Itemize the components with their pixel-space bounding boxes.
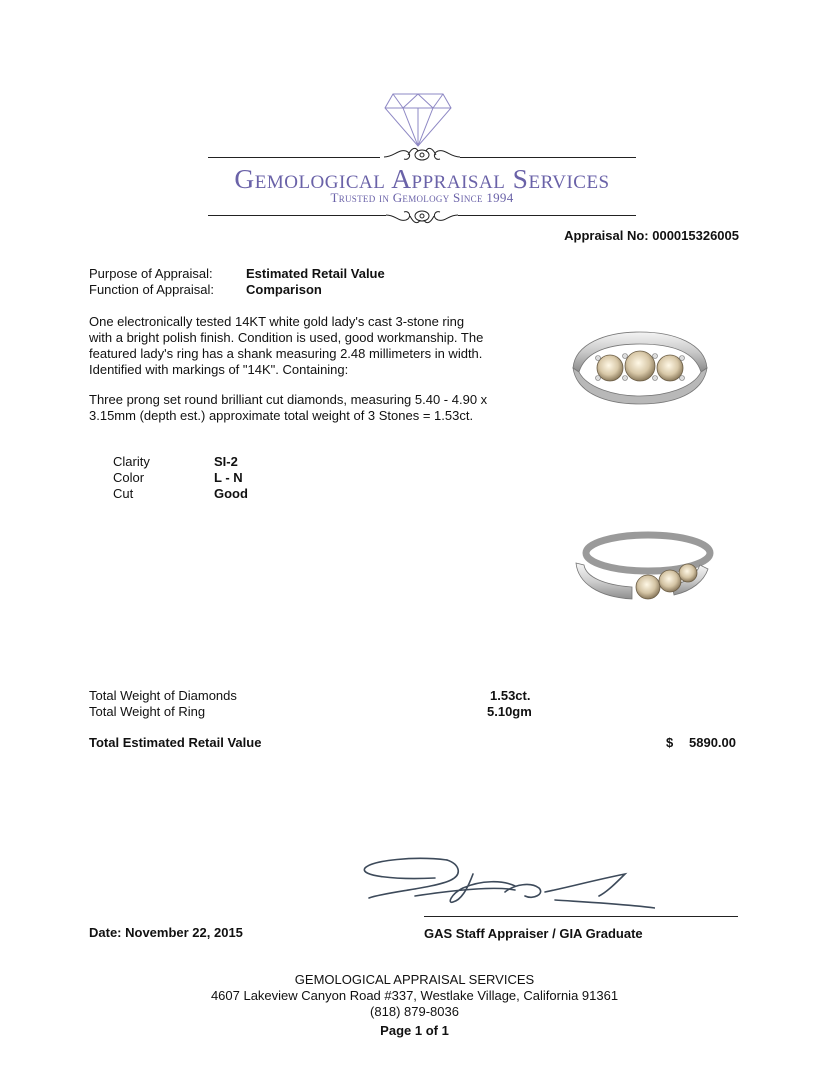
signer-title: GAS Staff Appraiser / GIA Graduate (424, 926, 643, 941)
total-weight-diamonds-value: 1.53ct. (490, 688, 531, 703)
header-rule (208, 157, 380, 158)
ring-photo-side (570, 525, 715, 625)
diamond-logo-icon (383, 90, 453, 150)
total-retail-label: Total Estimated Retail Value (89, 735, 262, 750)
total-weight-ring-label: Total Weight of Ring (89, 704, 206, 719)
scroll-ornament-icon (384, 204, 460, 228)
spec-value-cut: Good (214, 486, 248, 501)
appraisal-date: Date: November 22, 2015 (89, 925, 243, 940)
company-tagline: Trusted in Gemology Since 1994 (330, 190, 514, 205)
function-value: Comparison (246, 282, 322, 297)
footer-phone: (818) 879-8036 (370, 1004, 459, 1019)
page-number: Page 1 of 1 (380, 1023, 449, 1038)
footer-company: GEMOLOGICAL APPRAISAL SERVICES (294, 972, 535, 987)
signature-line (424, 916, 738, 917)
function-label: Function of Appraisal: (89, 282, 215, 297)
item-description: One electronically tested 14KT white gold lady's cast 3-stone ring with a bright polish finish. Condition is used, good workmanship. The featured lady's ring has a shank measuring 2.48 millimeters in width. Identified with markings of "14K". Containing: (89, 314, 484, 377)
purpose-value: Estimated Retail Value (246, 266, 385, 281)
spec-label-color: Color (113, 470, 145, 485)
spec-value-color: L - N (214, 470, 243, 485)
company-name: Gemological Appraisal Services (234, 163, 610, 194)
spec-value-clarity: SI-2 (214, 454, 238, 469)
purpose-label: Purpose of Appraisal: (89, 266, 213, 281)
spec-label-cut: Cut (113, 486, 134, 501)
footer-address: 4607 Lakeview Canyon Road #337, Westlake Village, California 91361 (210, 988, 619, 1003)
header-rule (458, 215, 636, 216)
header-rule (460, 157, 636, 158)
header-rule (208, 215, 386, 216)
stones-description: Three prong set round brilliant cut diamonds, measuring 5.40 - 4.90 x 3.15mm (depth est.) approximate total weight of 3 Stones = 1.53ct. (89, 392, 488, 423)
total-retail-value: 5890.00 (689, 735, 736, 750)
appraiser-signature (355, 850, 655, 920)
spec-label-clarity: Clarity (113, 454, 150, 469)
total-retail-currency: $ (666, 735, 674, 750)
total-weight-ring-value: 5.10gm (487, 704, 532, 719)
total-weight-diamonds-label: Total Weight of Diamonds (89, 688, 237, 703)
ring-photo-front (565, 310, 715, 410)
appraisal-number: Appraisal No: 000015326005 (564, 228, 739, 243)
